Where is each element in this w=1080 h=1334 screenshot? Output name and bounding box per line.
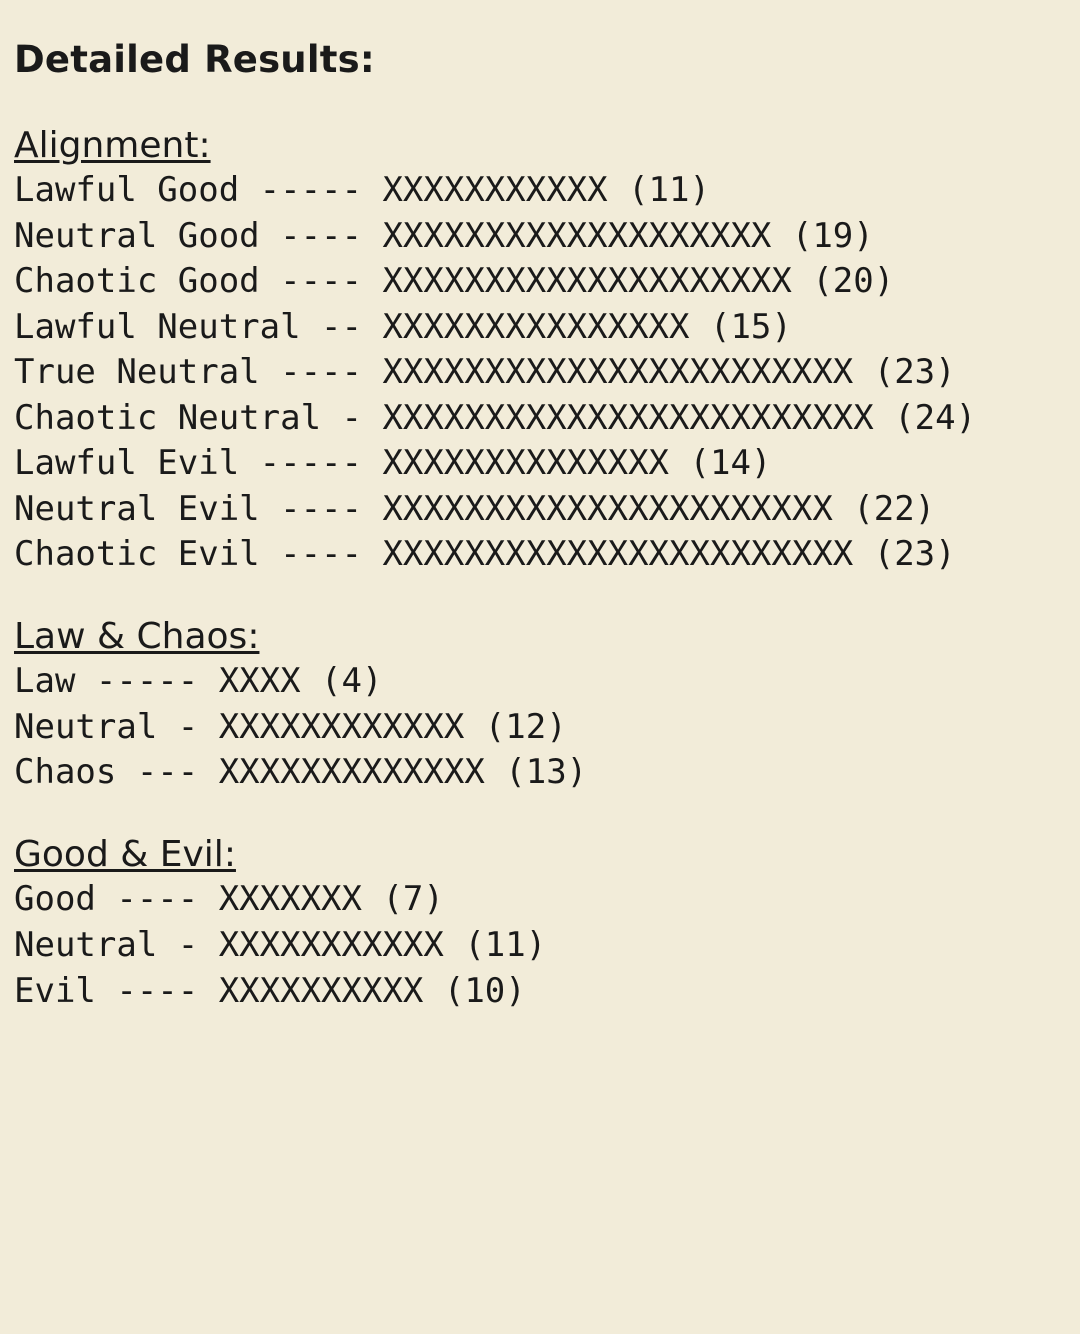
result-row: Law ----- XXXX (4): [14, 661, 383, 702]
section-good-evil: [14, 834, 1066, 1014]
result-row: Lawful Good ----- XXXXXXXXXXX (11): [14, 170, 710, 211]
result-row: Good ---- XXXXXXX (7): [14, 879, 444, 920]
result-row: Lawful Evil ----- XXXXXXXXXXXXXX (14): [14, 443, 772, 484]
section-law-chaos: [14, 616, 1066, 796]
result-row: Lawful Neutral -- XXXXXXXXXXXXXXX (15): [14, 306, 792, 347]
section-alignment: [14, 125, 1066, 578]
result-row: Neutral Evil ---- XXXXXXXXXXXXXXXXXXXXXX (22): [14, 488, 936, 529]
result-row: Evil ---- XXXXXXXXXX (10): [14, 970, 526, 1011]
section-heading-alignment: Alignment:: [14, 124, 211, 166]
section-heading-law-chaos: Law & Chaos:: [14, 616, 260, 657]
result-row: Chaotic Evil ---- XXXXXXXXXXXXXXXXXXXXXXX (23): [14, 534, 956, 575]
result-row: True Neutral ---- XXXXXXXXXXXXXXXXXXXXXXX (23): [14, 352, 956, 393]
result-row: Chaotic Good ---- XXXXXXXXXXXXXXXXXXXX (20): [14, 261, 895, 302]
section-heading-good-evil: Good & Evil:: [14, 834, 236, 876]
result-row: Neutral - XXXXXXXXXXXX (12): [14, 706, 567, 747]
result-row: Neutral Good ---- XXXXXXXXXXXXXXXXXXX (19): [14, 215, 874, 256]
result-row: Neutral - XXXXXXXXXXX (11): [14, 924, 547, 965]
result-row: Chaotic Neutral - XXXXXXXXXXXXXXXXXXXXXXXX (24): [14, 397, 977, 438]
result-row: Chaos --- XXXXXXXXXXXXX (13): [14, 752, 588, 793]
page-title: Detailed Results:: [14, 38, 375, 81]
